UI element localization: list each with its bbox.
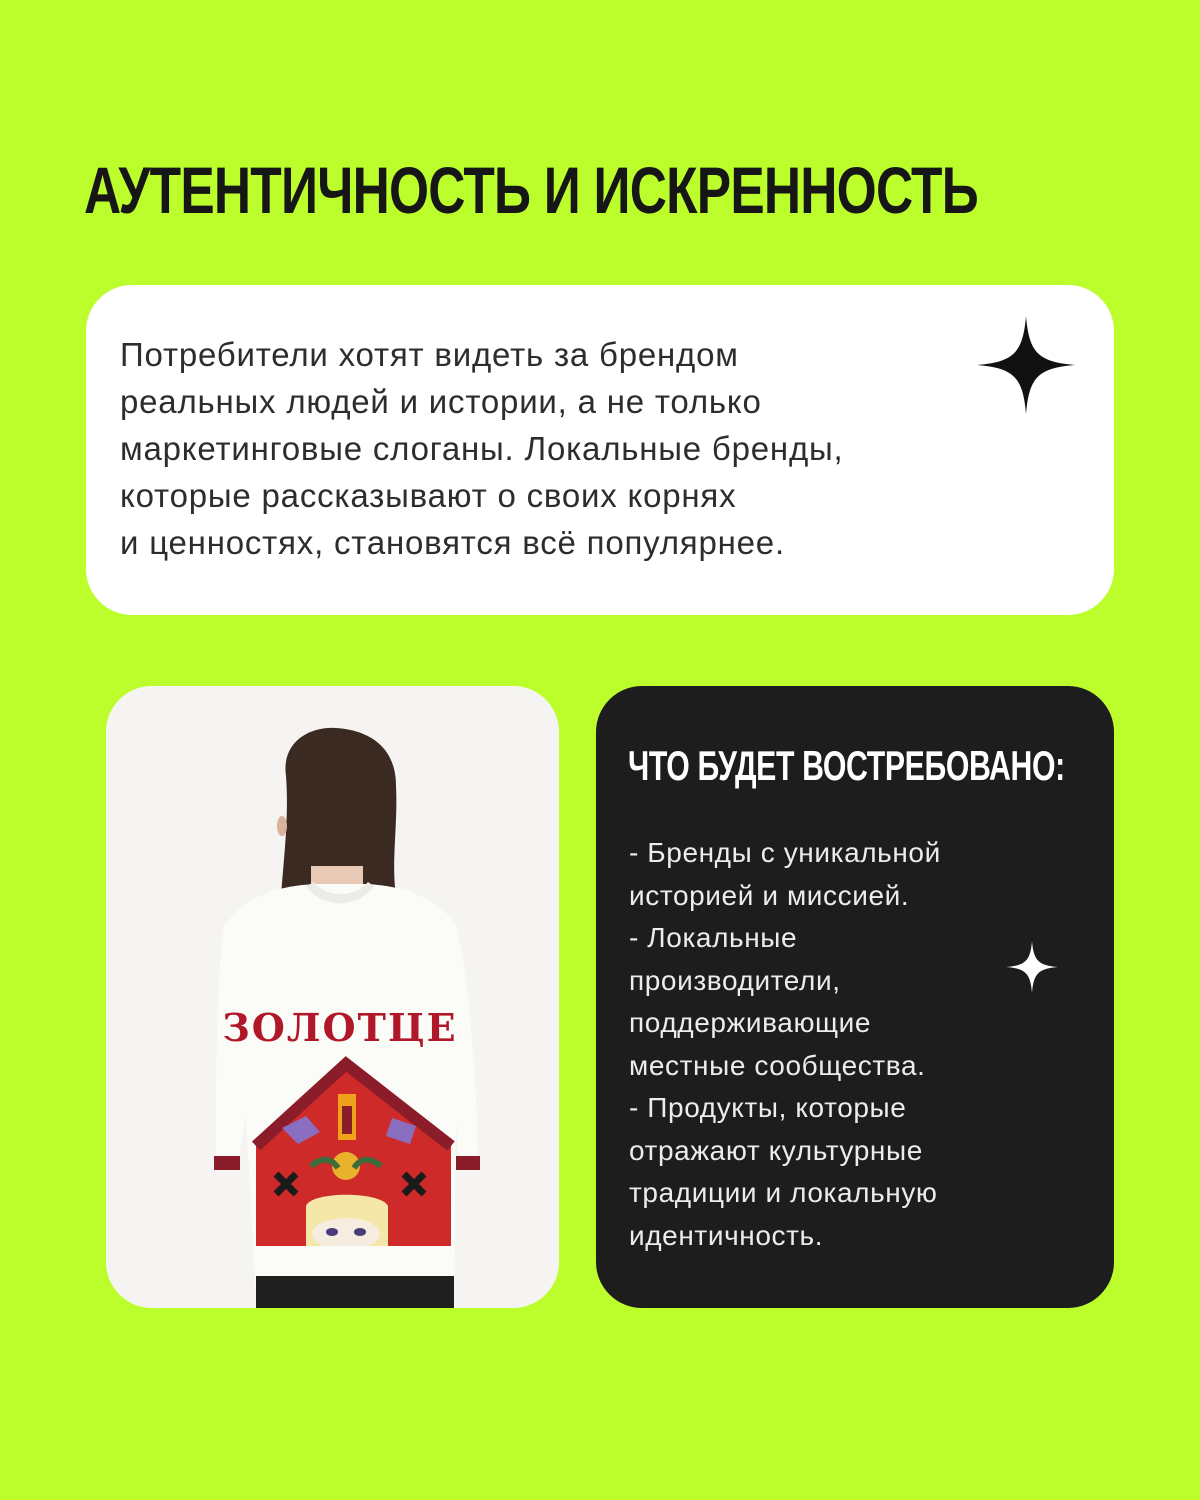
demand-card xyxy=(596,686,1114,1308)
product-photo xyxy=(106,686,559,1308)
list-item: - Локальные производители, поддерживающие местные сообщества. xyxy=(629,922,926,1081)
demand-list xyxy=(629,832,1079,1257)
intro-card xyxy=(86,285,1114,615)
demand-title: ЧТО БУДЕТ ВОСТРЕБОВАНО: xyxy=(628,742,1065,789)
sparkle-icon xyxy=(975,314,1077,416)
list-item: - Бренды с уникальной историей и миссией. xyxy=(629,837,941,911)
list-item: - Продукты, которые отражают культурные традиции и локальную идентичность. xyxy=(629,1092,938,1251)
sparkle-icon xyxy=(1005,940,1059,994)
sweater-photo-illustration xyxy=(106,686,559,1308)
sweater-lettering: ЗОЛОТЦЕ xyxy=(222,1005,458,1050)
page-title: АУТЕНТИЧНОСТЬ И ИСКРЕННОСТЬ xyxy=(84,153,978,227)
intro-text: Потребители хотят видеть за брендом реальных людей и истории, а не только маркетинговые слоганы. Локальные бренды, которые рассказывают о своих корнях и ценностях, становятся всё популярнее. xyxy=(120,336,844,561)
